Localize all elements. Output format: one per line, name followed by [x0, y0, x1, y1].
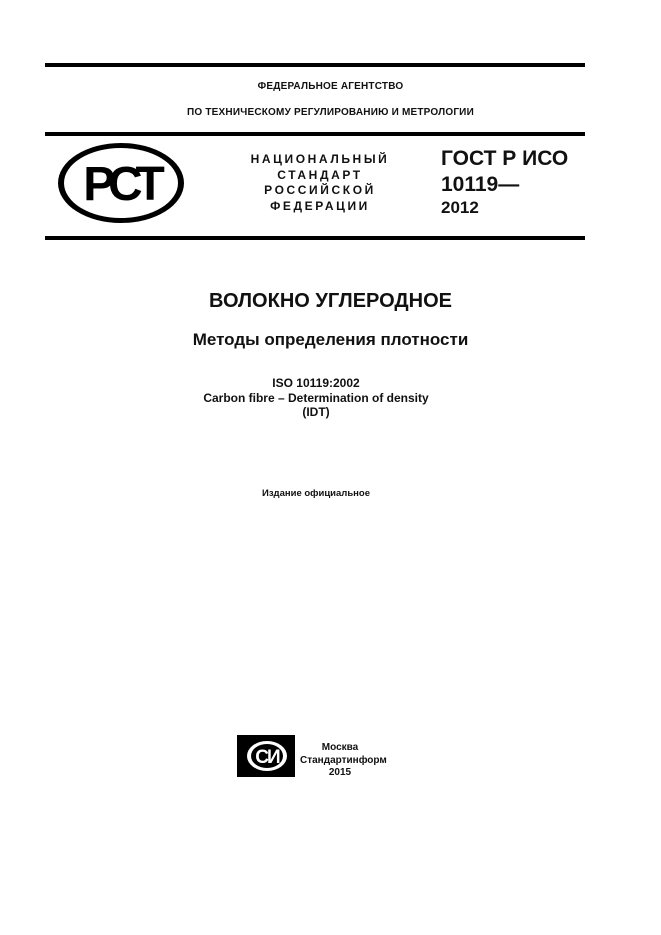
document-title: ВОЛОКНО УГЛЕРОДНОЕ — [209, 290, 452, 312]
document-subtitle: Методы определения плотности — [192, 330, 469, 349]
gost-r-logo — [55, 140, 187, 226]
top-rule — [45, 63, 585, 67]
header-rule — [45, 132, 585, 136]
english-title: Carbon fibre – Determination of density — [203, 390, 429, 405]
publisher-city: Москва — [321, 742, 359, 753]
national-line-1: НАЦИОНАЛЬНЫЙ — [250, 152, 390, 166]
national-line-2: СТАНДАРТ — [277, 167, 363, 182]
standartinform-logo — [237, 735, 295, 777]
national-line-3: РОССИЙСКОЙ — [264, 183, 376, 197]
gost-logo-text: РСТ — [83, 158, 159, 211]
designation-line-1: ГОСТ Р ИСО — [441, 147, 569, 170]
block-bottom-rule — [45, 236, 585, 240]
publisher-year: 2015 — [328, 767, 352, 778]
standard-designation — [441, 146, 568, 218]
designation-year: 2012 — [441, 198, 479, 217]
si-logo-text: СИ — [255, 747, 279, 768]
iso-reference-block — [0, 376, 632, 420]
designation-line-2: 10119— — [441, 173, 520, 196]
national-line-4: ФЕДЕРАЦИИ — [270, 198, 370, 213]
publisher-info — [300, 742, 387, 780]
edition-note: Издание официальное — [262, 488, 370, 499]
agency-line-1: ФЕДЕРАЛЬНОЕ АГЕНТСТВО — [257, 81, 404, 92]
equivalence-mark: (IDT) — [302, 405, 330, 419]
national-standard-label — [230, 152, 410, 214]
iso-reference: ISO 10119:2002 — [272, 376, 360, 390]
agency-line-2: ПО ТЕХНИЧЕСКОМУ РЕГУЛИРОВАНИЮ И МЕТРОЛОГИИ — [187, 107, 474, 118]
publisher-name: Стандартинформ — [300, 754, 387, 766]
